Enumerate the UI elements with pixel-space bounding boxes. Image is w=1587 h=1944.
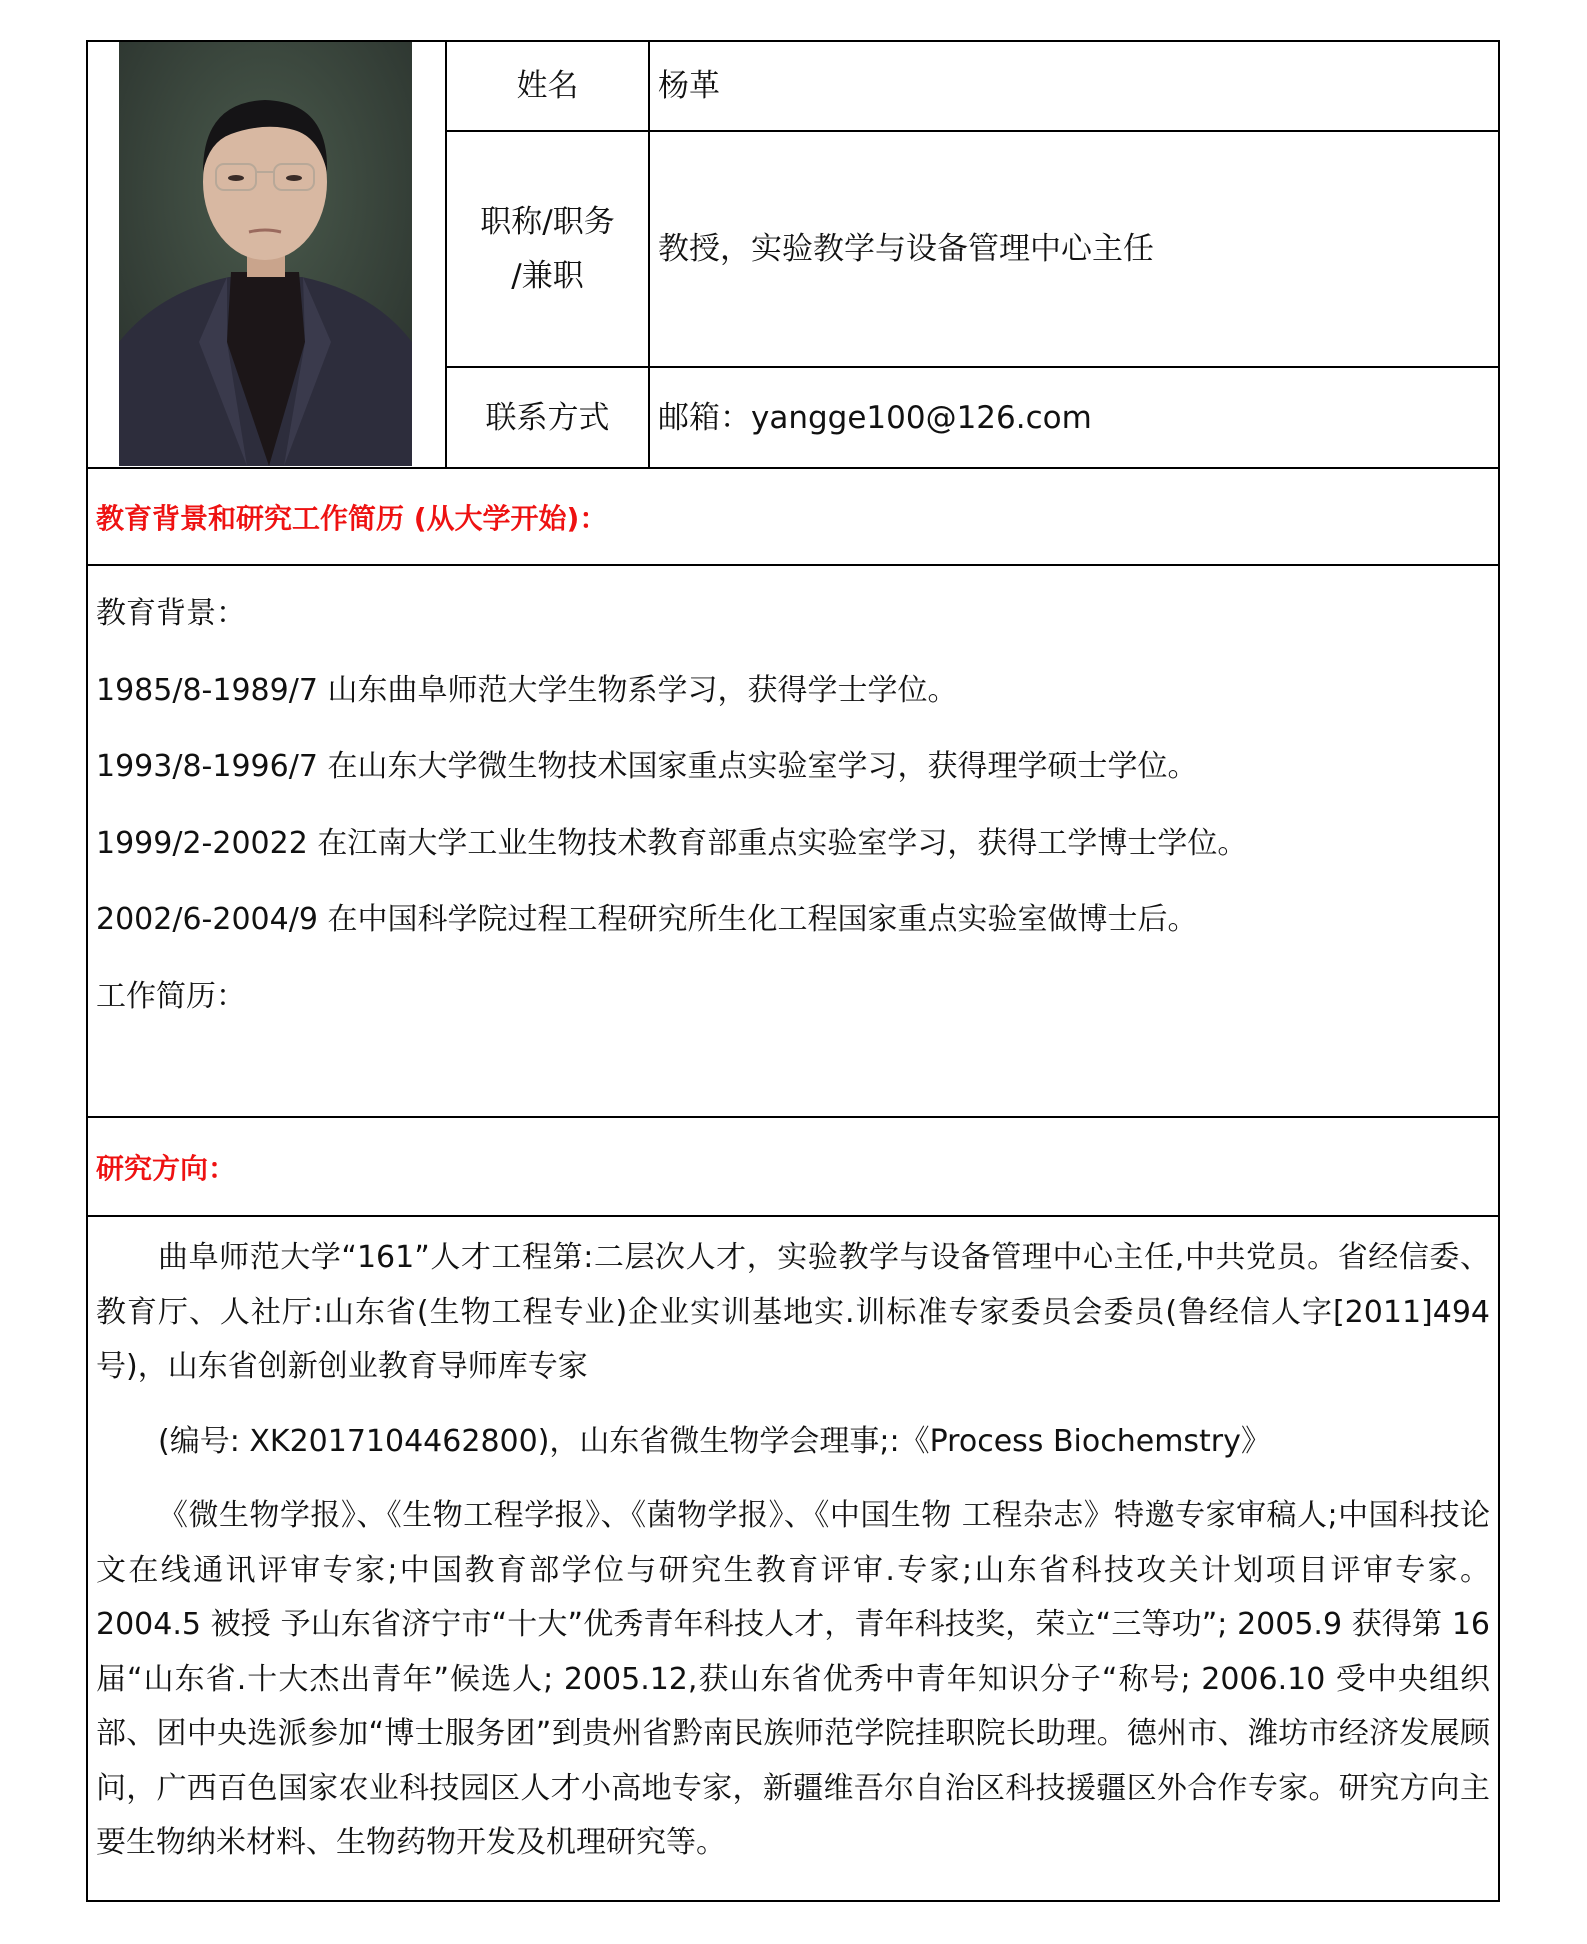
contact-label-text: 联系方式 bbox=[485, 399, 610, 436]
education-item: 2002/6-2004/9 在中国科学院过程工程研究所生化工程国家重点实验室做博士后。 bbox=[96, 902, 1198, 937]
research-paragraph: (编号: XK2017104462800)，山东省微生物学会理事;:《Process Biochemstry》 bbox=[158, 1423, 1271, 1459]
row-divider bbox=[88, 1215, 1498, 1217]
research-section-title-text: 研究方向： bbox=[96, 1151, 237, 1185]
title-label-line-1: 职称/职务 bbox=[480, 204, 615, 240]
title-label-line-2: /兼职 bbox=[511, 258, 584, 294]
name-value-text: 杨革 bbox=[658, 68, 720, 104]
education-item: 1993/8-1996/7 在山东大学微生物技术国家重点实验室学习，获得理学硕士学位。 bbox=[96, 749, 1198, 784]
education-item: 1985/8-1989/7 山东曲阜师范大学生物系学习，获得学士学位。 bbox=[96, 672, 958, 708]
research-section-title bbox=[96, 1118, 236, 1215]
education-block bbox=[96, 589, 1490, 1048]
work-history-heading: 工作简历： bbox=[96, 978, 246, 1014]
research-paragraph: 《微生物学报》、《生物工程学报》、《菌物学报》、《中国生物 工程杂志》特邀专家审稿人;中国科技论文在线通讯评审专家;中国教育部学位与研究生教育评审.专家;山东省科技攻关计划项目评审专家。2004.5 被授 予山东省济宁市“十大”优秀青年科技人才，青年科技奖，荣立“三等功”; 2005.9 获得第 16 届“山东省.十大杰出青年”候选人; 2005.12,获山东省优秀中青年知识分子“称号; 2006.10 受中央组织部、团中央选派参加“博士服务团”到贵州省黔南民族师范学院挂职院长助理。德州市、潍坊市经济发展顾问，广西百色国家农业科技园区人才小高地专家，新疆维吾尔自治区科技援疆区外合作专家。研究方向主要生物纳米材料、生物药物开发及机理研究等。 bbox=[96, 1498, 1490, 1860]
education-section-title-text: 教育背景和研究工作简历 (从大学开始)： bbox=[96, 501, 608, 535]
name-value bbox=[650, 42, 1498, 130]
profile-form-table bbox=[86, 40, 1500, 1902]
research-paragraph: 曲阜师范大学“161”人才工程第:二层次人才，实验教学与设备管理中心主任,中共党员。省经信委、教育厅、人社厅:山东省(生物工程专业)企业实训基地实.训标准专家委员会委员(鲁经信人字[2011]494 号)，山东省创新创业教育导师库专家 bbox=[96, 1240, 1490, 1384]
portrait-silhouette-icon bbox=[119, 42, 412, 466]
title-value-text: 教授，实验教学与设备管理中心主任 bbox=[658, 231, 1154, 267]
row-divider bbox=[88, 1116, 1498, 1118]
email-link[interactable]: 邮箱：yangge100@126.com bbox=[658, 399, 1092, 436]
title-label bbox=[447, 132, 648, 366]
education-item: 1999/2-20022 在江南大学工业生物技术教育部重点实验室学习，获得工学博士学位。 bbox=[96, 825, 1248, 861]
research-block bbox=[96, 1231, 1490, 1891]
contact-value bbox=[650, 368, 1498, 467]
name-label-text: 姓名 bbox=[516, 68, 579, 104]
education-section-title bbox=[96, 469, 607, 564]
portrait-photo bbox=[119, 42, 412, 466]
row-divider bbox=[88, 564, 1498, 566]
education-heading: 教育背景： bbox=[96, 596, 246, 631]
contact-label bbox=[447, 368, 648, 467]
title-value bbox=[650, 132, 1498, 366]
name-label bbox=[447, 42, 648, 130]
